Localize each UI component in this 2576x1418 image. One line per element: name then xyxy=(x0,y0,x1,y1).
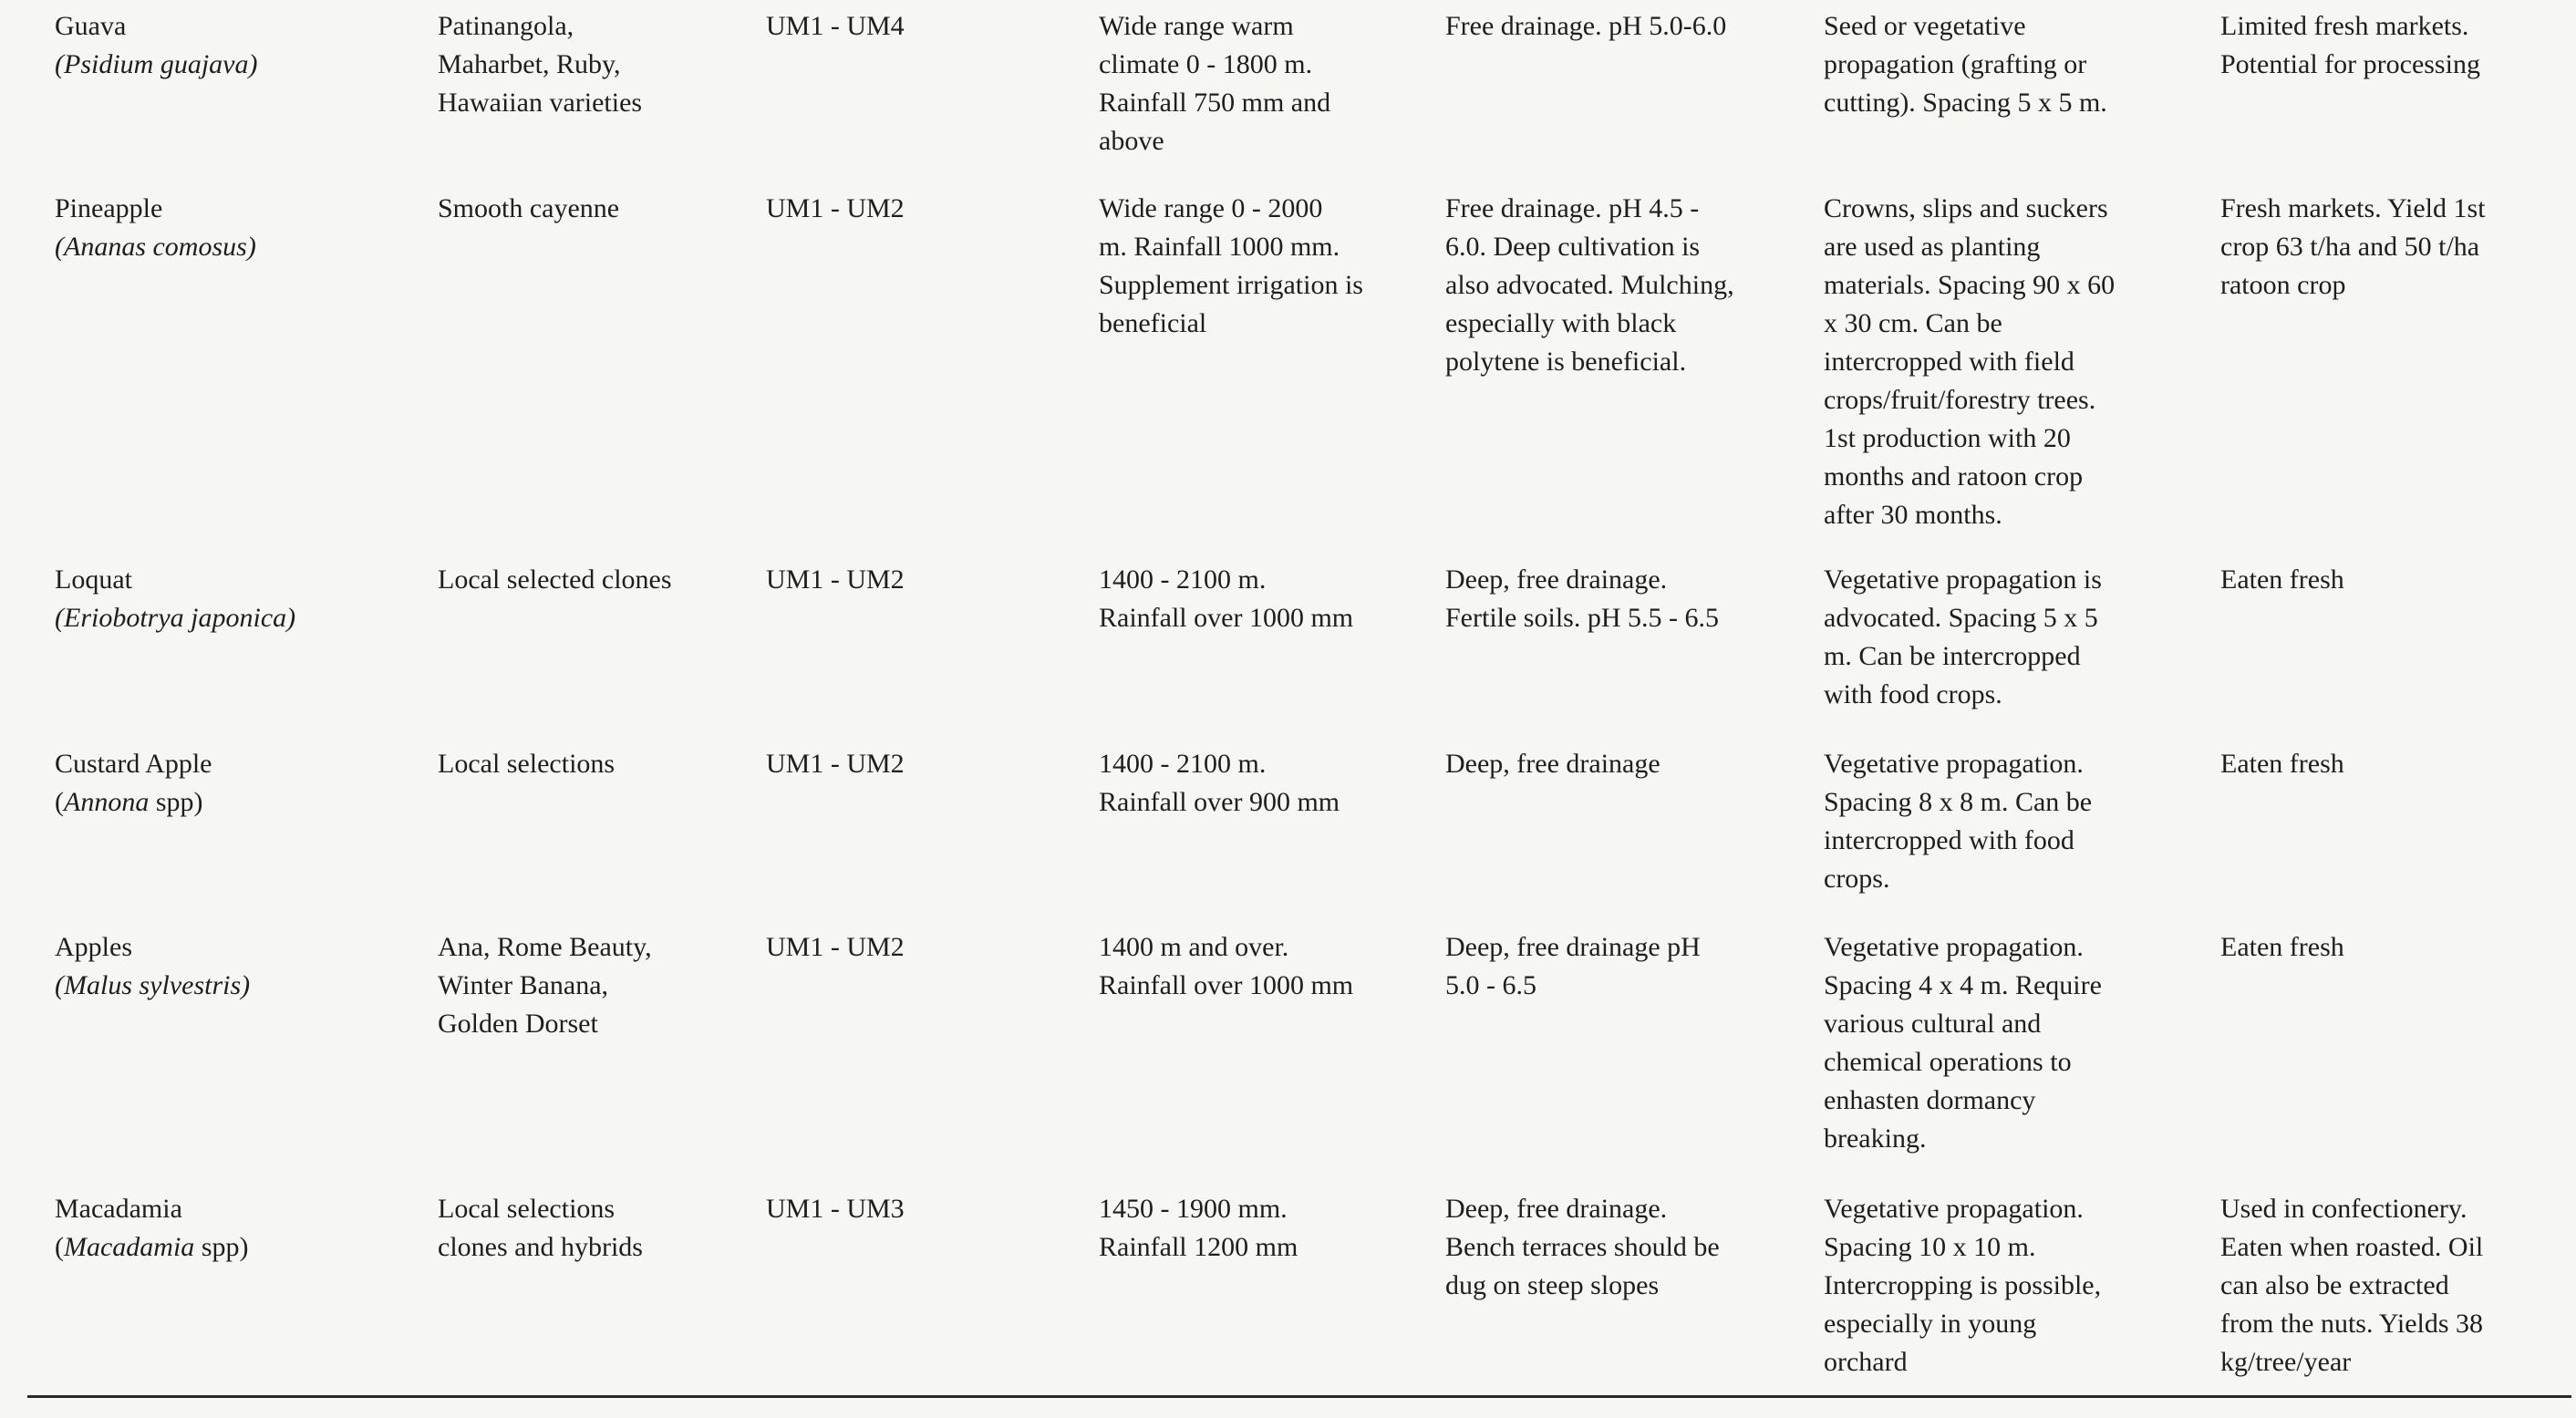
scientific-name: (Annona spp) xyxy=(55,787,203,817)
varieties-cell: Smooth cayenne xyxy=(438,193,620,223)
use-cell: Eaten fresh xyxy=(2220,564,2344,595)
varieties-cell: Local selections clones and hybrids xyxy=(438,1194,643,1262)
crop-name-cell xyxy=(55,7,401,84)
zones-cell: UM1 - UM2 xyxy=(766,193,905,223)
scientific-genus: Annona xyxy=(64,787,150,817)
scientific-name: (Macadamia spp) xyxy=(55,1232,249,1262)
crop-name-cell xyxy=(55,928,401,1005)
propagation-cell: Vegetative propagation. Spacing 10 x 10 m. Intercropping is possible, especially in young orchard xyxy=(1824,1194,2102,1377)
climate-cell: 1400 m and over. Rainfall over 1000 mm xyxy=(1099,932,1354,1000)
scientific-genus: Macadamia xyxy=(64,1232,195,1262)
common-name: Custard Apple xyxy=(55,749,212,779)
zones-cell: UM1 - UM2 xyxy=(766,564,905,595)
climate-cell: Wide range warm climate 0 - 1800 m. Rainfall 750 mm and above xyxy=(1099,11,1331,156)
common-name: Macadamia xyxy=(55,1194,182,1224)
scientific-spp: spp xyxy=(201,1232,240,1262)
scientific-name: (Malus sylvestris) xyxy=(55,970,251,1000)
climate-cell: 1450 - 1900 mm. Rainfall 1200 mm xyxy=(1099,1194,1298,1262)
scientific-name: (Ananas comosus) xyxy=(55,232,256,262)
varieties-cell: Patinangola, Maharbet, Ruby, Hawaiian varieties xyxy=(438,11,643,118)
propagation-cell: Vegetative propagation. Spacing 4 x 4 m. Require various cultural and chemical operations to enhasten dormancy breaking. xyxy=(1824,932,2102,1154)
soil-cell: Deep, free drainage. Fertile soils. pH 5.5 - 6.5 xyxy=(1445,564,1719,633)
zones-cell: UM1 - UM2 xyxy=(766,932,905,962)
soil-cell: Free drainage. pH 5.0-6.0 xyxy=(1445,11,1727,41)
scientific-name: (Psidium guajava) xyxy=(55,49,258,79)
use-cell: Fresh markets. Yield 1st crop 63 t/ha and 50 t/ha ratoon crop xyxy=(2220,193,2486,300)
zones-cell: UM1 - UM3 xyxy=(766,1194,905,1224)
crop-name-cell xyxy=(55,561,401,637)
use-cell: Eaten fresh xyxy=(2220,749,2344,779)
climate-cell: 1400 - 2100 m. Rainfall over 1000 mm xyxy=(1099,564,1354,633)
varieties-cell: Ana, Rome Beauty, Winter Banana, Golden Dorset xyxy=(438,932,652,1039)
table-bottom-rule xyxy=(27,1395,2571,1398)
common-name: Pineapple xyxy=(55,193,163,223)
varieties-cell: Local selections xyxy=(438,749,616,779)
crop-name-cell xyxy=(55,190,401,266)
varieties-cell: Local selected clones xyxy=(438,564,672,595)
zones-cell: UM1 - UM4 xyxy=(766,11,905,41)
propagation-cell: Vegetative propagation. Spacing 8 x 8 m. Can be intercropped with food crops. xyxy=(1824,749,2093,894)
use-cell: Eaten fresh xyxy=(2220,932,2344,962)
soil-cell: Deep, free drainage pH 5.0 - 6.5 xyxy=(1445,932,1701,1000)
zones-cell: UM1 - UM2 xyxy=(766,749,905,779)
soil-cell: Free drainage. pH 4.5 - 6.0. Deep cultivation is also advocated. Mulching, especially with black polytene is beneficial. xyxy=(1445,193,1734,377)
propagation-cell: Seed or vegetative propagation (grafting or cutting). Spacing 5 x 5 m. xyxy=(1824,11,2107,118)
propagation-cell: Crowns, slips and suckers are used as planting materials. Spacing 90 x 60 x 30 cm. Can be intercropped with field crops/fruit/forestry trees. 1st production with 20 months and ratoon crop after 30 months. xyxy=(1824,193,2116,530)
climate-cell: Wide range 0 - 2000 m. Rainfall 1000 mm. Supplement irrigation is beneficial xyxy=(1099,193,1363,338)
use-cell: Limited fresh markets. Potential for processing xyxy=(2220,11,2480,79)
use-cell: Used in confectionery. Eaten when roasted. Oil can also be extracted from the nuts. Yields 38 kg/tree/year xyxy=(2220,1194,2484,1377)
scientific-name: (Eriobotrya japonica) xyxy=(55,603,296,633)
common-name: Guava xyxy=(55,11,127,41)
common-name: Apples xyxy=(55,932,132,962)
soil-cell: Deep, free drainage xyxy=(1445,749,1660,779)
common-name: Loquat xyxy=(55,564,132,595)
scientific-spp: spp xyxy=(155,787,194,817)
propagation-cell: Vegetative propagation is advocated. Spacing 5 x 5 m. Can be intercropped with food crops. xyxy=(1824,564,2102,709)
crop-name-cell xyxy=(55,1190,401,1267)
climate-cell: 1400 - 2100 m. Rainfall over 900 mm xyxy=(1099,749,1340,817)
crop-name-cell xyxy=(55,745,401,822)
soil-cell: Deep, free drainage. Bench terraces should be dug on steep slopes xyxy=(1445,1194,1720,1300)
